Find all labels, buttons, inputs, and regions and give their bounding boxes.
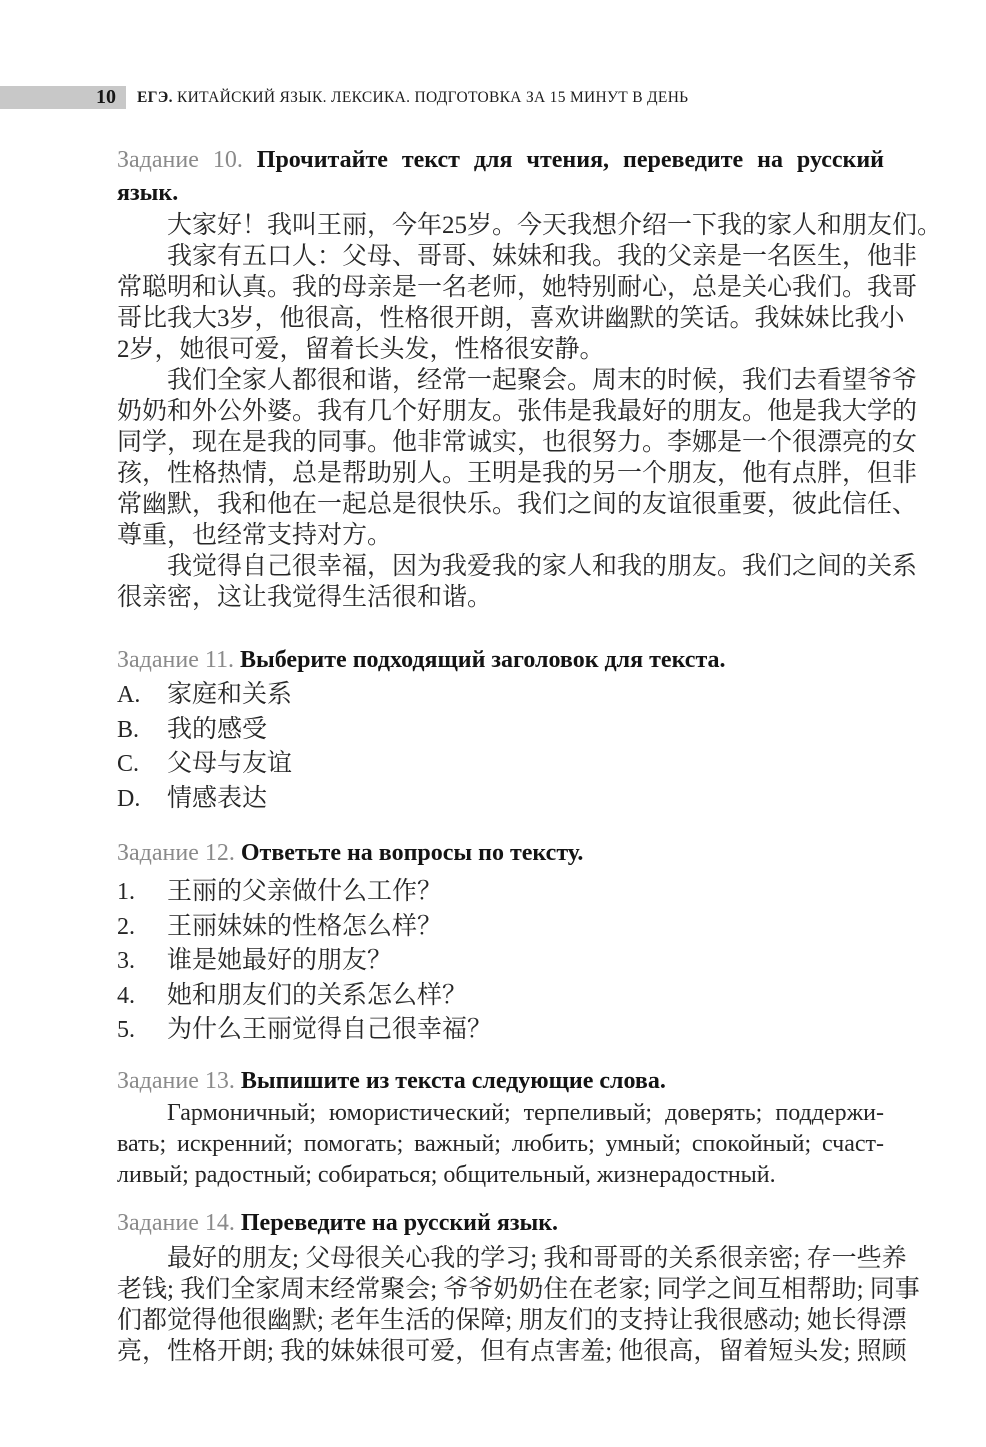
task13-heading (117, 1065, 884, 1098)
task12-label: Задание 12. (117, 840, 235, 866)
option-text: 情感表达 (167, 784, 268, 812)
task12-heading (117, 837, 884, 870)
chinese-text-line: 我觉得自己很幸福，因为我爱我的家人和我的朋友。我们之间的关系 (167, 553, 918, 580)
task12-title: Ответьте на вопросы по тексту. (240, 840, 584, 866)
chinese-text-line: 常聪明和认真。我的母亲是一名老师，她特别耐心，总是关心我们。我哥 (117, 274, 918, 301)
chinese-text-line: 奶奶和外公外婆。我有几个好朋友。张伟是我最好的朋友。他是我大学的 (117, 398, 918, 425)
chinese-text-line: 大家好！我叫王丽，今年25岁。今天我想介绍一下我的家人和朋友们。 (167, 212, 943, 239)
question-row (117, 1014, 884, 1049)
russian-text-line: ливый; радостный; собираться; общительный, жизнерадостный. (117, 1161, 776, 1188)
task10-label: Задание 10. (117, 147, 243, 173)
task13-label: Задание 13. (117, 1067, 235, 1094)
option-row (117, 714, 884, 749)
chinese-text-line: 很亲密，这让我觉得生活很和谐。 (117, 584, 493, 611)
task14-title: Переведите на русский язык. (240, 1209, 559, 1236)
chinese-text-line: 尊重，也经常支持对方。 (117, 522, 393, 549)
task13-title: Выпишите из текста следующие слова. (240, 1067, 666, 1094)
option-letter: C. (117, 751, 140, 777)
question-row (117, 945, 884, 980)
chinese-text-line: 我们全家人都很和谐，经常一起聚会。周末的时候，我们去看望爷爷 (167, 367, 918, 394)
option-text: 我的感受 (167, 715, 268, 743)
question-number: 3. (117, 948, 135, 974)
running-header-abbrev: ЕГЭ. (137, 89, 173, 106)
question-number: 1. (117, 879, 135, 905)
question-number: 4. (117, 982, 135, 1009)
question-row (117, 911, 884, 946)
page-number-badge (0, 86, 126, 109)
chinese-text-line: 们都觉得他很幽默; 老年生活的保障; 朋友们的支持让我很感动; 她长得漂 (117, 1306, 907, 1334)
task13-word-list (117, 1098, 884, 1191)
option-letter: A. (117, 682, 141, 708)
running-header (137, 87, 688, 109)
option-row (117, 679, 884, 714)
running-header-title: КИТАЙСКИЙ ЯЗЫК. ЛЕКСИКА. ПОДГОТОВКА ЗА 15 МИНУТ В ДЕНЬ (172, 89, 689, 106)
task14-label: Задание 14. (117, 1209, 235, 1236)
option-row (117, 783, 884, 818)
question-text: 她和朋友们的关系怎么样？ (167, 981, 468, 1009)
chinese-text-line: 2岁，她很可爱，留着长头发，性格很安静。 (117, 336, 605, 363)
chinese-text-line: 最好的朋友; 父母很关心我的学习; 我和哥哥的关系很亲密; 存一些养 (167, 1244, 907, 1272)
option-row (117, 748, 884, 783)
option-letter: D. (117, 785, 141, 812)
task10-reading-text (117, 210, 943, 613)
question-text: 谁是她最好的朋友？ (167, 947, 393, 974)
task14-phrases (117, 1243, 920, 1367)
task10-title: Прочитайте текст для чтения, переведите на русский язык. (117, 147, 884, 206)
task11-options (117, 679, 884, 817)
question-text: 王丽的父亲做什么工作？ (167, 878, 443, 905)
russian-text-line: вать; искренний; помогать; важный; любить; умный; спокойный; счаст- (117, 1130, 884, 1157)
chinese-text-line: 常幽默，我和他在一起总是很快乐。我们之间的友谊很重要，彼此信任、 (117, 491, 918, 518)
russian-text-line: Гармоничный; юмористический; терпеливый; доверять; поддержи- (167, 1099, 884, 1126)
question-number: 5. (117, 1017, 135, 1043)
option-letter: B. (117, 716, 140, 743)
task10-heading (117, 144, 884, 210)
task11-title: Выберите подходящий заголовок для текста. (240, 647, 726, 673)
chinese-text-line: 我家有五口人：父母、哥哥、妹妹和我。我的父亲是一名医生，他非 (167, 243, 918, 270)
task11-label: Задание 11. (117, 647, 234, 673)
question-text: 王丽妹妹的性格怎么样？ (167, 912, 443, 940)
chinese-text-line: 同学，现在是我的同事。他非常诚实，也很努力。李娜是一个很漂亮的女 (117, 429, 918, 456)
question-row (117, 980, 884, 1015)
task12-questions (117, 876, 884, 1049)
question-number: 2. (117, 913, 135, 940)
chinese-text-line: 老钱; 我们全家周末经常聚会; 爷爷奶奶住在老家; 同学之间互相帮助; 同事 (117, 1275, 920, 1303)
chinese-text-line: 孩，性格热情，总是帮助别人。王明是我的另一个朋友，他有点胖，但非 (117, 460, 918, 487)
chinese-text-line: 哥比我大3岁，他很高，性格很开朗，喜欢讲幽默的笑话。我妹妹比我小 (117, 305, 905, 332)
chinese-text-line: 亮，性格开朗; 我的妹妹很可爱，但有点害羞; 他很高，留着短头发; 照顾 (117, 1337, 907, 1365)
question-text: 为什么王丽觉得自己很幸福？ (167, 1016, 493, 1043)
task14-heading (117, 1207, 884, 1240)
option-text: 父母与友谊 (167, 750, 293, 777)
question-row (117, 876, 884, 911)
page-number: 10 (96, 86, 116, 108)
option-text: 家庭和关系 (167, 681, 293, 708)
page-content (117, 144, 943, 1367)
task11-heading (117, 644, 884, 677)
